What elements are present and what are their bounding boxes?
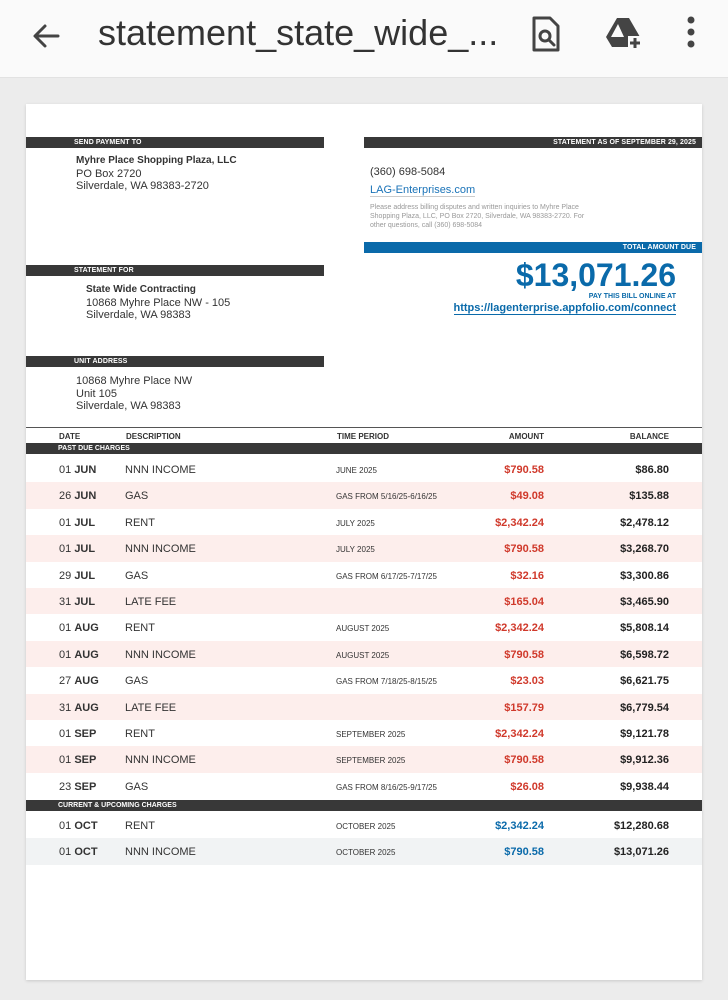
row-description: RENT	[125, 728, 155, 740]
phone-number: (360) 698-5084	[370, 166, 446, 178]
row-month: SEP	[74, 754, 97, 767]
header-description: DESCRIPTION	[126, 432, 181, 441]
row-balance: $9,121.78	[620, 728, 669, 740]
row-amount: $32.16	[510, 569, 544, 582]
header-date: DATE	[59, 432, 81, 441]
row-time-period: AUGUST 2025	[336, 650, 390, 660]
row-date	[59, 517, 95, 529]
unit-addr3: Silverdale, WA 98383	[76, 400, 181, 412]
row-month: JUL	[74, 543, 96, 556]
drive-add-icon[interactable]	[604, 14, 644, 54]
row-date	[59, 464, 96, 476]
row-date	[59, 570, 95, 582]
row-balance: $9,912.36	[620, 754, 669, 767]
row-time-period: JULY 2025	[336, 518, 375, 528]
header-time-period: TIME PERIOD	[337, 432, 390, 441]
unit-address	[76, 375, 192, 413]
past-due-section-header: PAST DUE CHARGES	[26, 443, 702, 454]
row-time-period: GAS FROM 7/18/25-8/15/25	[336, 677, 437, 687]
row-time-period: JUNE 2025	[336, 466, 377, 475]
table-row	[26, 509, 702, 535]
row-date	[59, 846, 98, 858]
row-amount: $26.08	[510, 780, 544, 793]
pay-online-label: PAY THIS BILL ONLINE AT	[588, 293, 676, 300]
row-description: GAS	[125, 780, 149, 793]
payee-addr2: Silverdale, WA 98383-2720	[76, 180, 209, 192]
row-day: 01	[59, 543, 72, 556]
search-document-icon[interactable]	[526, 14, 566, 54]
header-balance: BALANCE	[629, 432, 669, 441]
row-description: NNN INCOME	[125, 543, 196, 556]
payee-addr1: PO Box 2720	[76, 167, 142, 180]
row-month: AUG	[74, 675, 99, 688]
row-amount: $157.79	[504, 701, 544, 714]
row-balance: $13,071.26	[613, 846, 669, 859]
row-day: 29	[59, 569, 72, 582]
row-date	[59, 596, 95, 608]
unit-addr1: 10868 Myhre Place NW	[76, 375, 193, 387]
tenant-name: State Wide Contracting	[86, 284, 196, 295]
billing-note: Please address billing disputes and written inquiries to Myhre Place Shopping Plaza, LLC, PO Box 2720, Silverdale, WA 98383-2720. For other questions, call (360) 698-5084	[370, 204, 585, 229]
row-balance: $3,300.86	[620, 569, 669, 582]
table-header	[26, 427, 702, 443]
row-balance: $6,598.72	[620, 648, 669, 661]
row-date	[59, 702, 99, 714]
row-amount: $2,342.24	[495, 728, 544, 740]
row-date	[59, 543, 95, 555]
row-month: OCT	[74, 820, 98, 832]
row-balance: $6,779.54	[620, 701, 669, 714]
row-day: 01	[59, 648, 72, 661]
table-row	[26, 694, 702, 720]
total-amount: $13,071.26	[515, 257, 676, 293]
row-day: 01	[59, 820, 72, 832]
row-day: 31	[59, 701, 72, 714]
document-title: statement_state_wide_...	[98, 12, 499, 53]
table-row	[26, 535, 702, 561]
row-description: NNN INCOME	[125, 754, 196, 767]
back-arrow-icon[interactable]	[28, 18, 64, 54]
row-balance: $3,465.90	[620, 596, 669, 608]
row-date	[59, 675, 99, 687]
row-month: SEP	[74, 728, 97, 740]
row-date	[59, 490, 96, 502]
app-toolbar	[0, 0, 728, 78]
send-payment-to-header: SEND PAYMENT TO	[26, 137, 324, 148]
row-description: NNN INCOME	[125, 648, 196, 661]
table-row	[26, 456, 702, 482]
row-month: AUG	[74, 648, 99, 661]
table-row	[26, 588, 702, 614]
row-description: GAS	[125, 675, 149, 688]
row-day: 01	[59, 622, 72, 635]
row-day: 01	[59, 516, 72, 529]
row-day: 01	[59, 464, 72, 476]
total-due-header: TOTAL AMOUNT DUE	[364, 242, 702, 253]
row-day: 23	[59, 780, 72, 793]
pay-url-link[interactable]: https://lagenterprise.appfolio.com/connect	[453, 302, 676, 314]
table-row	[26, 773, 702, 799]
website-link[interactable]: LAG-Enterprises.com	[370, 184, 476, 196]
statement-page	[26, 104, 702, 980]
row-day: 31	[59, 596, 72, 608]
table-row	[26, 812, 702, 838]
row-amount: $790.58	[504, 754, 544, 767]
row-balance: $6,621.75	[620, 675, 669, 688]
row-description: RENT	[125, 820, 155, 832]
table-row	[26, 482, 702, 508]
statement-date-header: STATEMENT AS OF SEPTEMBER 29, 2025	[364, 137, 702, 148]
row-date	[59, 754, 96, 766]
row-amount: $790.58	[504, 846, 544, 859]
table-row	[26, 641, 702, 667]
row-amount: $790.58	[504, 648, 544, 661]
table-row	[26, 562, 702, 588]
row-description: RENT	[125, 622, 155, 635]
row-description: GAS	[125, 569, 149, 582]
row-month: AUG	[74, 622, 99, 635]
row-time-period: GAS FROM 6/17/25-7/17/25	[336, 571, 437, 581]
row-time-period: AUGUST 2025	[336, 624, 390, 634]
row-month: JUL	[74, 569, 96, 582]
row-date	[59, 622, 99, 634]
row-day: 27	[59, 675, 72, 688]
row-balance: $2,478.12	[620, 516, 669, 529]
row-date	[59, 649, 99, 661]
row-time-period: SEPTEMBER 2025	[336, 730, 406, 739]
statement-for-header: STATEMENT FOR	[26, 265, 324, 276]
row-day: 01	[59, 728, 72, 740]
row-amount: $790.58	[504, 543, 544, 556]
row-time-period: OCTOBER 2025	[336, 822, 396, 831]
table-row	[26, 838, 702, 864]
row-amount: $23.03	[510, 675, 544, 688]
row-description: GAS	[125, 490, 149, 503]
row-month: SEP	[74, 780, 97, 793]
row-month: JUL	[74, 596, 96, 608]
row-description: RENT	[125, 516, 155, 529]
table-row	[26, 746, 702, 772]
row-date	[59, 820, 98, 832]
row-amount: $2,342.24	[495, 622, 544, 635]
payee-address	[76, 155, 237, 193]
table-row	[26, 720, 702, 746]
more-vert-icon[interactable]	[676, 14, 706, 54]
row-day: 26	[59, 490, 72, 503]
payee-name: Myhre Place Shopping Plaza, LLC	[76, 155, 237, 166]
tenant-address	[86, 284, 230, 322]
row-balance: $135.88	[629, 490, 669, 503]
row-amount: $49.08	[510, 490, 544, 503]
row-date	[59, 781, 96, 793]
row-day: 01	[59, 846, 72, 859]
row-amount: $2,342.24	[495, 820, 544, 832]
row-time-period: JULY 2025	[336, 545, 375, 555]
row-date	[59, 728, 96, 740]
row-description: LATE FEE	[125, 596, 177, 608]
row-day: 01	[59, 754, 72, 767]
row-balance: $12,280.68	[613, 820, 669, 832]
row-time-period: GAS FROM 8/16/25-9/17/25	[336, 782, 437, 792]
row-balance: $9,938.44	[620, 780, 669, 793]
row-time-period: GAS FROM 5/16/25-6/16/25	[336, 492, 437, 502]
row-balance: $3,268.70	[620, 543, 669, 556]
row-description: LATE FEE	[125, 701, 177, 714]
unit-address-header: UNIT ADDRESS	[26, 356, 324, 367]
tenant-addr2: Silverdale, WA 98383	[86, 309, 191, 321]
row-amount: $790.58	[504, 464, 544, 476]
row-time-period: OCTOBER 2025	[336, 848, 396, 858]
row-month: JUL	[74, 516, 96, 529]
row-month: JUN	[74, 490, 97, 503]
unit-addr2: Unit 105	[76, 387, 117, 400]
table-row	[26, 667, 702, 693]
row-time-period: SEPTEMBER 2025	[336, 756, 406, 766]
row-balance: $86.80	[635, 464, 669, 476]
row-amount: $2,342.24	[495, 516, 544, 529]
current-section-header: CURRENT & UPCOMING CHARGES	[26, 800, 702, 811]
row-month: OCT	[74, 846, 98, 859]
table-row	[26, 614, 702, 640]
header-amount: AMOUNT	[508, 432, 544, 441]
row-amount: $165.04	[504, 596, 544, 608]
row-description: NNN INCOME	[125, 846, 196, 859]
tenant-addr1: 10868 Myhre Place NW - 105	[86, 296, 231, 309]
row-month: JUN	[74, 464, 97, 476]
row-balance: $5,808.14	[620, 622, 669, 635]
row-description: NNN INCOME	[125, 464, 196, 476]
row-month: AUG	[74, 701, 99, 714]
